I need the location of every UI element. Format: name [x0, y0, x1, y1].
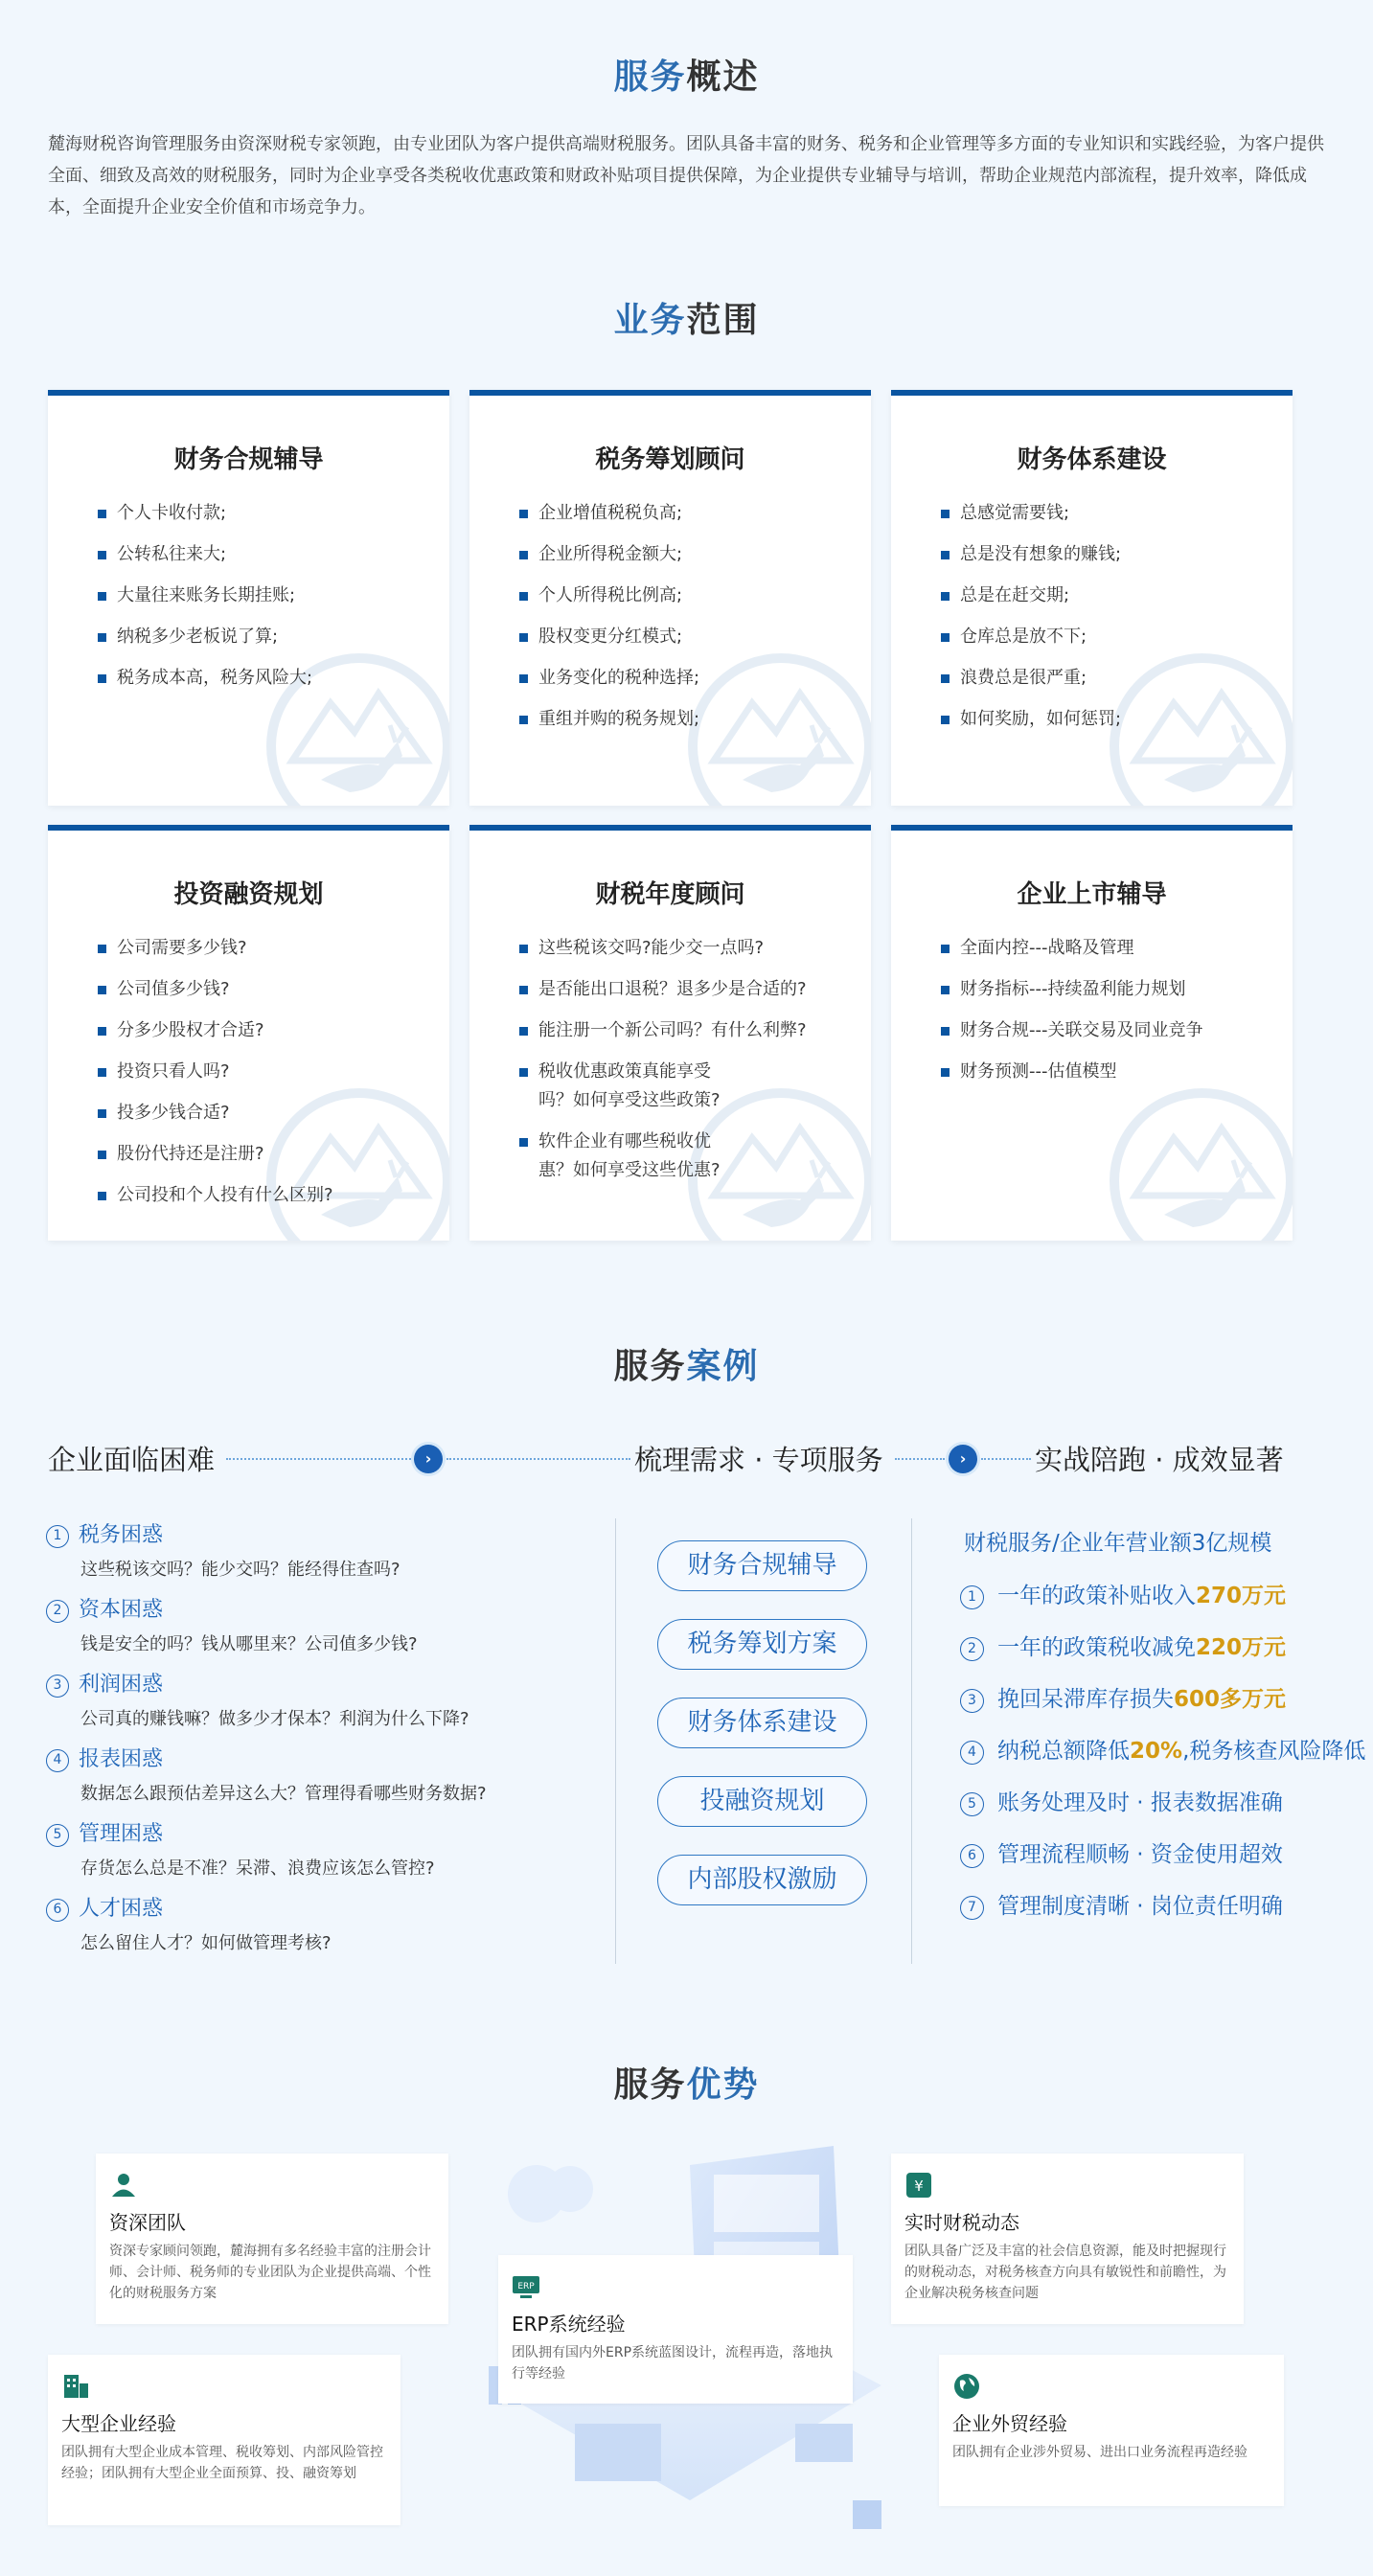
service-pill[interactable]: 财务体系建设	[657, 1698, 867, 1748]
scope-card-item: 财务指标---持续盈利能力规划	[941, 975, 1202, 1004]
scope-card-item: 这些税该交吗?能少交一点吗?	[519, 934, 807, 963]
overview-title	[0, 50, 1373, 99]
scope-title-highlight: 业务	[613, 301, 687, 340]
result-number: 5	[960, 1792, 984, 1816]
difficulty-item	[46, 1595, 418, 1655]
scope-card-item: 分多少股权才合适?	[98, 1016, 333, 1045]
scope-card-item: 股权变更分红模式;	[519, 623, 699, 651]
scope-card-list	[98, 934, 333, 1222]
difficulty-number: 6	[46, 1899, 69, 1922]
scope-card-item: 全面内控---战略及管理	[941, 934, 1202, 963]
advantage-title: 实时财税动态	[904, 2211, 1019, 2234]
difficulty-title-text: 报表困惑	[79, 1747, 164, 1771]
result-text: 账务处理及时 · 报表数据准确	[997, 1790, 1283, 1815]
result-item	[960, 1578, 1286, 1609]
svg-text:ERP: ERP	[517, 2282, 535, 2291]
scope-card	[469, 825, 871, 1241]
service-pill[interactable]: 税务筹划方案	[657, 1619, 867, 1670]
result-number: 2	[960, 1637, 984, 1661]
case-flow	[0, 1435, 1373, 1483]
result-item	[960, 1733, 1365, 1765]
difficulty-desc: 钱是安全的吗？钱从哪里来？公司值多少钱?	[80, 1634, 418, 1654]
scope-card-item: 个人所得税比例高;	[519, 581, 699, 610]
result-text: 管理制度清晰 · 岗位责任明确	[997, 1894, 1283, 1919]
difficulty-item	[46, 1520, 400, 1581]
result-highlight: 20%	[1130, 1739, 1183, 1764]
difficulty-title	[46, 1670, 469, 1700]
deer-watermark-icon	[1107, 1085, 1293, 1241]
flow-step-difficulties: 企业面临困难	[48, 1444, 216, 1476]
team-icon	[109, 2171, 138, 2200]
result-item	[960, 1836, 1283, 1868]
scope-card-item: 总是没有想象的赚钱;	[941, 540, 1121, 569]
difficulty-number: 5	[46, 1824, 69, 1847]
scope-card	[469, 390, 871, 806]
scope-title	[0, 293, 1373, 342]
flow-arrow-icon: ›	[949, 1445, 977, 1473]
scope-card-item: 企业增值税税负高;	[519, 499, 699, 528]
scope-card	[48, 825, 449, 1241]
result-item	[960, 1785, 1283, 1816]
scope-card-title: 税务筹划顾问	[595, 445, 745, 474]
difficulty-number: 4	[46, 1749, 69, 1772]
scope-card-list	[941, 499, 1121, 746]
result-highlight: 220万元	[1196, 1635, 1287, 1660]
result-item	[960, 1681, 1286, 1713]
difficulty-title-text: 管理困惑	[79, 1822, 164, 1846]
difficulty-title-text: 税务困惑	[79, 1523, 164, 1547]
cases-title-rest: 服务	[613, 1347, 687, 1386]
advantage-card	[939, 2355, 1284, 2506]
result-text: 一年的政策税收减免	[997, 1635, 1196, 1660]
advantage-title: ERP系统经验	[512, 2313, 626, 2336]
scope-card-item: 投多少钱合适?	[98, 1099, 333, 1128]
result-text: 管理流程顺畅 · 资金使用超效	[997, 1842, 1283, 1867]
service-pill[interactable]: 内部股权激励	[657, 1855, 867, 1905]
flow-arrow-icon: ›	[414, 1445, 443, 1473]
scope-card-item: 投资只看人吗?	[98, 1058, 333, 1086]
scope-card-item: 财务合规---关联交易及同业竞争	[941, 1016, 1202, 1045]
building-icon	[61, 2372, 90, 2401]
advantage-card	[48, 2355, 400, 2525]
flow-connector	[226, 1458, 414, 1460]
overview-title-highlight: 服务	[613, 57, 687, 97]
divider-left	[615, 1518, 616, 1964]
difficulty-number: 2	[46, 1600, 69, 1623]
cases-title-highlight: 案例	[686, 1347, 760, 1386]
scope-card-item: 公司需要多少钱?	[98, 934, 333, 963]
scope-card	[48, 390, 449, 806]
difficulty-desc: 存货怎么总是不准？呆滞、浪费应该怎么管控?	[80, 1858, 435, 1879]
scope-card	[891, 825, 1293, 1241]
scope-card-item: 是否能出口退税？退多少是合适的?	[519, 975, 807, 1004]
difficulty-title-text: 利润困惑	[79, 1673, 164, 1697]
service-pill[interactable]: 财务合规辅导	[657, 1540, 867, 1591]
results-title: 财税服务/企业年营业额3亿规模	[964, 1531, 1272, 1556]
advantages-title-highlight: 优势	[686, 2065, 760, 2105]
scope-card-item: 税务成本高，税务风险大;	[98, 664, 312, 693]
scope-card	[891, 390, 1293, 806]
flow-connector	[895, 1458, 945, 1460]
result-text: 纳税总额降低	[997, 1739, 1130, 1764]
deer-watermark-icon	[1107, 650, 1293, 806]
scope-card-title: 财务体系建设	[1017, 445, 1167, 474]
result-number: 3	[960, 1689, 984, 1713]
globe-icon	[952, 2372, 981, 2401]
scope-card-item: 公转私往来大;	[98, 540, 312, 569]
flow-step-services: 梳理需求 · 专项服务	[634, 1444, 883, 1476]
flow-connector	[981, 1458, 1031, 1460]
difficulty-number: 1	[46, 1525, 69, 1548]
flow-step-results: 实战陪跑 · 成效显著	[1035, 1444, 1284, 1476]
scope-card-list	[98, 499, 312, 705]
scope-card-item: 企业所得税金额大;	[519, 540, 699, 569]
advantage-title: 企业外贸经验	[952, 2412, 1067, 2435]
scope-card-item: 股份代持还是注册?	[98, 1140, 333, 1169]
result-number: 7	[960, 1896, 984, 1920]
scope-card-item: 总是在赶交期;	[941, 581, 1121, 610]
scope-card-list	[519, 499, 699, 746]
advantage-card	[891, 2154, 1244, 2324]
scope-card-item: 如何奖励，如何惩罚;	[941, 705, 1121, 734]
difficulty-title-text: 人才困惑	[79, 1897, 164, 1921]
advantage-title: 资深团队	[109, 2211, 186, 2234]
result-number: 4	[960, 1741, 984, 1765]
difficulty-item	[46, 1819, 435, 1880]
advantage-title: 大型企业经验	[61, 2412, 176, 2435]
result-text: 挽回呆滞库存损失	[997, 1687, 1174, 1712]
scope-card-title: 投资融资规划	[173, 880, 324, 909]
deer-watermark-icon	[685, 650, 871, 806]
advantage-desc: 团队拥有企业涉外贸易、进出口业务流程再造经验	[952, 2445, 1247, 2460]
result-item	[960, 1888, 1283, 1920]
scope-card-item: 仓库总是放不下;	[941, 623, 1121, 651]
difficulty-item	[46, 1670, 469, 1730]
difficulty-desc: 数据怎么跟预估差异这么大？管理得看哪些财务数据?	[80, 1784, 487, 1804]
scope-card-title: 企业上市辅导	[1017, 880, 1167, 909]
result-item	[960, 1630, 1286, 1661]
scope-title-rest: 范围	[686, 301, 760, 340]
difficulty-item	[46, 1744, 487, 1805]
difficulty-desc: 这些税该交吗？能少交吗？能经得住查吗?	[80, 1560, 400, 1580]
advantage-desc: 资深专家顾问领跑，麓海拥有多名经验丰富的注册会计师、会计师、税务师的专业团队为企业提供高端、个性化的财税服务方案	[109, 2244, 431, 2301]
scope-card-title: 财税年度顾问	[595, 880, 745, 909]
svg-text:¥: ¥	[914, 2177, 924, 2195]
overview-paragraph: 麓海财税咨询管理服务由资深财税专家领跑，由专业团队为客户提供高端财税服务。团队具备丰富的财务、税务和企业管理等多方面的专业知识和实践经验，为客户提供全面、细致及高效的财税服务，同时为企业享受各类税收优惠政策和财政补贴项目提供保障，为企业提供专业辅导与培训，帮助企业规范内部流程，提升效率，降低成本，全面提升企业安全价值和市场竞争力。	[48, 134, 1324, 217]
advantage-desc: 团队具备广泛及丰富的社会信息资源，能及时把握现行的财税动态，对税务核查方向具有敏锐性和前瞻性，为企业解决税务核查问题	[904, 2244, 1226, 2301]
difficulty-item	[46, 1894, 332, 1954]
scope-card-item: 公司投和个人投有什么区别?	[98, 1181, 333, 1210]
scope-card-list	[519, 934, 807, 1197]
scope-card-item: 总感觉需要钱;	[941, 499, 1121, 528]
scope-card-item: 纳税多少老板说了算;	[98, 623, 312, 651]
advantages-title-rest: 服务	[613, 2065, 687, 2105]
scope-card-item: 税收优惠政策真能享受 吗？如何享受这些政策?	[519, 1058, 807, 1115]
difficulty-title	[46, 1595, 418, 1626]
difficulty-desc: 怎么留住人才？如何做管理考核?	[80, 1933, 332, 1953]
scope-card-item: 个人卡收付款;	[98, 499, 312, 528]
scope-card-item: 软件企业有哪些税收优 惠？如何享受这些优惠?	[519, 1128, 807, 1185]
difficulty-desc: 公司真的赚钱嘛？做多少才保本？利润为什么下降?	[80, 1709, 469, 1729]
scope-card-title: 财务合规辅导	[173, 445, 324, 474]
result-number: 1	[960, 1585, 984, 1609]
difficulty-title	[46, 1520, 400, 1551]
flow-connector	[446, 1458, 630, 1460]
advantage-card	[96, 2154, 448, 2324]
result-highlight: 600多万元	[1174, 1687, 1287, 1712]
scope-card-item: 财务预测---估值模型	[941, 1058, 1202, 1086]
scope-card-item: 重组并购的税务规划;	[519, 705, 699, 734]
advantages-title	[0, 2058, 1373, 2107]
advantage-card	[498, 2255, 853, 2404]
result-text: 一年的政策补贴收入	[997, 1584, 1196, 1608]
scope-card-item: 能注册一个新公司吗？有什么利弊?	[519, 1016, 807, 1045]
scope-card-list	[941, 934, 1202, 1099]
erp-screen-icon	[512, 2272, 540, 2301]
advantage-desc: 团队拥有国内外ERP系统蓝图设计，流程再造，落地执行等经验	[512, 2345, 834, 2382]
scope-card-item: 业务变化的税种选择;	[519, 664, 699, 693]
scope-card-item: 公司值多少钱?	[98, 975, 333, 1004]
divider-right	[911, 1518, 912, 1964]
result-text-suffix: ,税务核查风险降低	[1182, 1739, 1366, 1764]
difficulty-number: 3	[46, 1675, 69, 1698]
result-number: 6	[960, 1844, 984, 1868]
difficulty-title	[46, 1894, 332, 1925]
yuan-calendar-icon	[904, 2171, 933, 2200]
difficulty-title	[46, 1744, 487, 1775]
advantage-desc: 团队拥有大型企业成本管理、税收筹划、内部风险管控经验；团队拥有大型企业全面预算、投、融资筹划	[61, 2445, 383, 2481]
scope-card-item: 浪费总是很严重;	[941, 664, 1121, 693]
overview-title-rest: 概述	[686, 57, 760, 97]
result-highlight: 270万元	[1196, 1584, 1287, 1608]
difficulty-title-text: 资本困惑	[79, 1598, 164, 1622]
service-pill[interactable]: 投融资规划	[657, 1776, 867, 1827]
cases-title	[0, 1339, 1373, 1388]
scope-card-item: 大量往来账务长期挂账;	[98, 581, 312, 610]
difficulty-title	[46, 1819, 435, 1850]
